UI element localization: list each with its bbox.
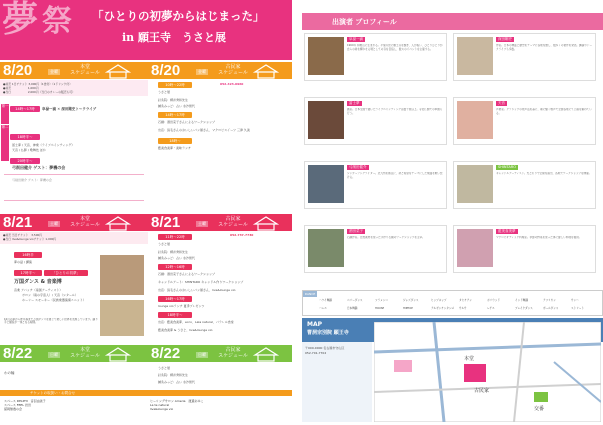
day-weekday: 日曜 (198, 352, 206, 357)
act-label: 阜禄一滴 ✕ 深田剛史トークライブ (42, 107, 97, 111)
dance-item: サルサ (459, 307, 467, 310)
ticket-line: ●当日 live&lounge vioチケット 1,000円 (3, 237, 57, 241)
profile-photo (457, 37, 493, 75)
day-date: 8/20 (151, 62, 181, 79)
header-title: 「ひとりの初夢からはじまった」 (92, 9, 265, 23)
day-weekday: 金曜 (198, 69, 206, 74)
slot-pill: 18時半〜 (10, 134, 40, 140)
schedule-item: 出店：藍美食美夢、ecco、Lala natural、パラレル食堂 (158, 320, 234, 324)
day-band (0, 60, 148, 79)
day-weekday: 日曜 (50, 352, 58, 357)
map-info (302, 342, 372, 422)
profile-photo (308, 101, 344, 139)
profile-photo (457, 165, 493, 203)
time-pill: 10時〜22時 (158, 82, 192, 88)
logo-char-b: 祭 (42, 4, 72, 39)
address: 〒000-0000 名古屋市守山区 (305, 346, 345, 350)
footer-line: スペース DELPHI 音羽由美子 (4, 399, 46, 403)
schedule-item: 針灸院：柳井秀和先生 (158, 98, 189, 102)
day-date: 8/21 (3, 214, 33, 231)
profile-photo (308, 165, 344, 203)
dance-item: ヒップホップ (431, 299, 447, 302)
time-pill: 12時〜16時 (158, 264, 192, 270)
profile-card (453, 225, 596, 273)
footer-line: 富岡無農の会 (4, 407, 23, 411)
time-pill: 18時〜 (158, 138, 192, 144)
profile-card (304, 97, 447, 145)
venue-tag: 第二 (1, 125, 9, 161)
area-map (374, 322, 601, 422)
schedule-label: 古民家 スケジュール (218, 347, 248, 359)
footer-line: live&lounge vio (150, 407, 174, 411)
profile-text: シンガーソングライター。北九州を拠点に、命と希望をテーマにした楽曲を歌い続ける。 (347, 172, 443, 179)
temple-icon (105, 346, 131, 362)
dance-item: HIPHOP (403, 307, 413, 310)
tickets-box-b (0, 232, 148, 244)
time-pill: 14時〜17時 (158, 112, 192, 118)
day-band (148, 343, 292, 362)
schedule-item: 針灸院：柳井秀和先生 (158, 250, 189, 254)
profile-photo (457, 229, 493, 267)
house-icon (253, 63, 279, 79)
left-header (0, 0, 292, 60)
temple-icon (105, 63, 131, 79)
schedule-label: 古民家 スケジュール (218, 216, 248, 228)
time-pill: 18時半〜 (158, 312, 192, 318)
profile-photo (457, 101, 493, 139)
act-label: 弓削田健介 ゲスト：夢機の会 (12, 165, 66, 170)
profile-text: 石鹸作家。自然素材を使った手作り石鹸のワークショップを主宰。 (347, 236, 425, 239)
schedule-item: 鍼灸みっど：占い 永沙智代 (158, 380, 195, 384)
slot-pill: 17時半〜 (14, 270, 42, 276)
dance-item: ストリート (571, 307, 584, 310)
dance-item: HOUSE (375, 307, 385, 310)
dance-line: ホーリー スモーキー（民族楽器演奏ユニット） (22, 298, 86, 302)
divider (4, 200, 144, 201)
profile-tag: 天音 (498, 101, 505, 105)
profile-text: 作家。日本の神話と歴史をテーマに各地を旅し、数多くの著作を発表。講演やトークライブも多数。 (496, 44, 592, 51)
profile-card (304, 161, 447, 209)
schedule-item: うさと展 (158, 90, 171, 94)
profile-card (304, 225, 447, 273)
profile-tag: 藍美食美夢 (498, 229, 516, 233)
dance-line: ボロン（南の宇宙人）/ 天音（シタール） (22, 293, 78, 297)
temple-icon (105, 215, 131, 231)
footer-title: チケットの取扱い・お問合せ (30, 391, 76, 395)
act-heading: 万国ダンス & 音楽博 (14, 279, 62, 285)
schedule-item: 石鹸：酒田菜子さんによるワークショップ (158, 120, 215, 124)
schedule-item: うさと展 (158, 242, 171, 246)
dance-item: アフリカン (543, 299, 556, 302)
schedule-item: 鍼灸みっど：占い 永沙智代 (158, 256, 195, 260)
profile-text: 画家。日本全国で描いたライブペインティングは数千枚以上。寺社仏閣での奉納も行う。 (347, 108, 443, 115)
ticket-line: ●当日 2,000円（当日のカレーの販売も可） (3, 90, 75, 94)
profile-card (453, 33, 596, 81)
map-title: MAP (307, 321, 323, 328)
profile-tag: 冨士夢 (349, 101, 360, 105)
slot-pill: 20時半〜 (10, 158, 40, 164)
dance-item: フラメンコ (375, 299, 388, 302)
schedule-item: キャンドルアート：SHINTARO キャンドル作りワークショップ (158, 280, 244, 284)
schedule-label: 本堂 スケジュール (70, 64, 100, 76)
phone: 052-701-7702 (305, 351, 327, 355)
slot-pill: 16時半 (14, 252, 42, 258)
dance-item: レゲエ (487, 307, 495, 310)
time-pill: 11時〜22時 (158, 234, 192, 240)
day3-label: わの輪 (4, 371, 15, 375)
house-icon (253, 215, 279, 231)
dance-item: ハワイ舞踊 (319, 299, 332, 302)
profile-text: 声楽家。クラシックの発声法を基に、魂に響く歌声で全国各地にて公演を重ねている。 (496, 108, 592, 115)
map-label: 本堂 (464, 356, 475, 362)
venue-tag: 第一 (1, 104, 9, 124)
day-band (148, 212, 292, 231)
schedule-label: 古民家 スケジュール (218, 64, 248, 76)
dance-section (302, 290, 603, 316)
day-date: 8/21 (151, 214, 181, 231)
dance-line: 音楽 アパッチ（南国アーティスト） (14, 288, 63, 292)
footer-left (4, 399, 144, 411)
footer-line: La te natural (150, 403, 170, 407)
dance-item: 日本舞踊 (347, 307, 358, 310)
house-icon (253, 346, 279, 362)
dance-item: バレエ (319, 307, 327, 310)
act-label: 天音 / 仏師 / 歌舞伎 ほか (12, 148, 46, 152)
schedule-item: lounge vioランチ 夏季プレゼンツ (158, 304, 205, 308)
dance-item: ボリウッド (487, 299, 500, 302)
day-weekday: 土曜 (198, 221, 206, 226)
act-label: 夢の話 / 講演 (14, 260, 32, 264)
header-subtitle: in 願王寺 うさと展 (122, 31, 227, 44)
inquiry-phone: 052-423-0960 (220, 82, 244, 86)
footer-line: ヒーリングサロン Ameria 渡邉あゆこ (150, 399, 204, 403)
day-date: 8/20 (3, 62, 33, 79)
day-weekday: 金曜 (50, 69, 58, 74)
schedule-item: 針灸院：柳井秀和先生 (158, 373, 189, 377)
schedule-item: 藍美食美夢 & うさと、live&lounge vio (158, 328, 213, 332)
footer-right (150, 399, 290, 411)
note-text: 10月の夢から昨年春まで万国ダンスを通じて楽しい世界を表現しています。踊り手と観客が一体となる時間。 (4, 318, 98, 325)
schedule-item: 出店：鳥毛さんのおいしいパン屋さん、live&lounge vio (158, 288, 236, 292)
dance-item: サンバ (571, 299, 579, 302)
profile-text: マクロビオティック料理家。季節の野菜を使った体に優しい料理を提供。 (496, 236, 582, 239)
dance-item: ブレイクダンス (515, 307, 533, 310)
day-date: 8/22 (151, 345, 181, 362)
schedule-label: 本堂 スケジュール (70, 216, 100, 228)
act-label: 弓削田健介 ゲスト：夢機の会 (12, 178, 52, 182)
temple-name: 曹洞宗別院 願王寺 (307, 330, 349, 336)
dance-item: ポールダンス (543, 307, 559, 310)
profile-tag: SHINTARO (498, 165, 516, 169)
map-label: 古民家 (474, 388, 490, 394)
divider (4, 174, 144, 175)
ticket-line: ●前売 1,000円 (3, 86, 39, 90)
act-label: 冨士夢 / 天音、神楽（ライブペインティング） (12, 143, 75, 147)
dance-item: ベリーダンス (347, 299, 363, 302)
profile-card (453, 161, 596, 209)
day-band (0, 212, 148, 231)
day-weekday: 土曜 (50, 221, 58, 226)
footer-bar (0, 390, 292, 396)
dance-item: ジャズダンス (403, 299, 419, 302)
profile-tag: 酒田菜子 (349, 229, 363, 233)
profile-tag: 弓削田健介 (349, 165, 367, 169)
profile-card (304, 33, 447, 81)
schedule-item: うさと展 (158, 366, 171, 370)
schedule-item: 出店：鳥毛さんのおいしいパン屋さん、マクロビスイーツ 三津 久美 (158, 128, 250, 132)
photo-placeholder (100, 255, 144, 295)
logo-char-a: 夢 (2, 0, 39, 40)
profile-tag: 深田剛史 (498, 37, 512, 41)
ticket-line: ●前売 当日チケット 3,500円 (3, 233, 43, 237)
schedule-label: 本堂 スケジュール (70, 347, 100, 359)
dance-label: DANCE (304, 292, 316, 296)
time-pill: 16時〜17時 (158, 296, 192, 302)
slot-pill: 「ひとりの初夢」 (44, 270, 88, 276)
schedule-item: 石鹸：酒田菜子さんによるワークショップ (158, 272, 215, 276)
profile-photo (308, 37, 344, 75)
tickets-box-a (0, 80, 148, 96)
dance-item: インド舞踊 (515, 299, 528, 302)
ticket-line: ●前売 1日チケット 3,000円（1食付）（1ドリンク付） (3, 82, 72, 86)
profile-text: キャンドルアーティスト。光と灯りで空間を演出、各地でワークショップを開催。 (496, 172, 592, 175)
schedule-item: 藍美食美夢・美味ランチ (158, 146, 192, 150)
day-date: 8/22 (3, 345, 33, 362)
map-label: 交番 (534, 406, 545, 412)
profile-title: 出演者 プロフィール (332, 18, 397, 26)
photo-placeholder (100, 300, 144, 336)
day-band (148, 60, 292, 79)
dance-item: アルゼンチンタンゴ (431, 307, 455, 310)
dance-item: タヒチアン (459, 299, 472, 302)
footer-line: スペース FEEL 岩田 (4, 403, 31, 407)
profile-tag: 阜禄一滴 (349, 37, 363, 41)
day-band (0, 343, 148, 362)
slot-pill: 14時〜17時 (10, 106, 40, 112)
profile-card (453, 97, 596, 145)
inquiry-phone: 052-737-7730 (230, 233, 254, 237)
schedule-item: 鍼灸みっど：占い 永沙智代 (158, 104, 195, 108)
profile-text: 1960年 和歌山に生まれる。平成の世に願王寺を継ぎ、人が集い、ひとりひとりが自らの命を輝かせる場としての寺を目指し、数々のイベントを主催する。 (347, 44, 443, 51)
profile-header (302, 13, 603, 30)
profile-photo (308, 229, 344, 267)
